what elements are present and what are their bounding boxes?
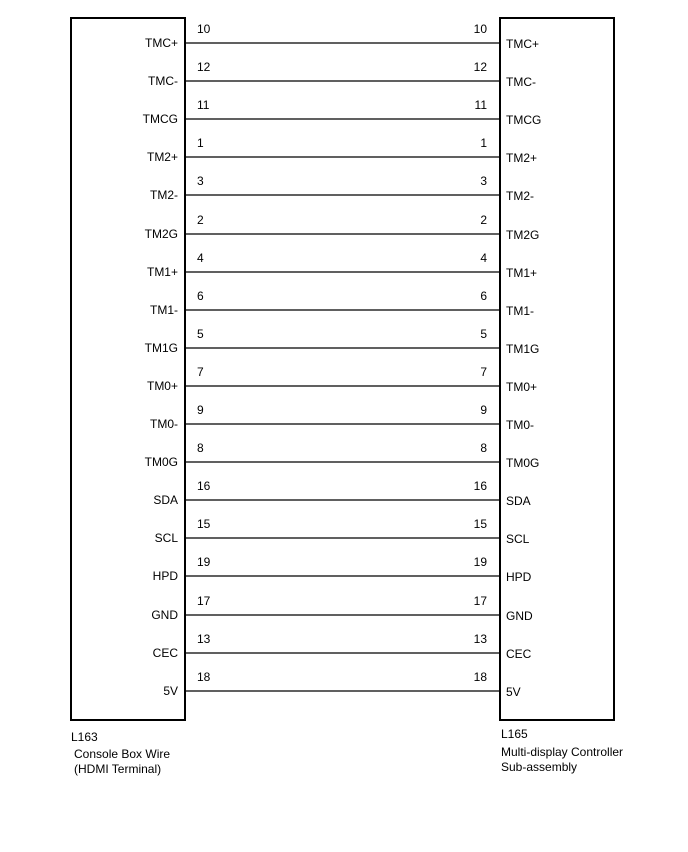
left-pin-number: 8 <box>197 441 204 455</box>
right-signal-label: CEC <box>506 647 532 661</box>
right-signal-label: TM0G <box>506 456 540 470</box>
left-pin-number: 15 <box>197 517 211 531</box>
right-signal-label: 5V <box>506 685 521 699</box>
left-pin-number: 4 <box>197 251 204 265</box>
right-connector-name-line-2: Sub-assembly <box>501 760 578 774</box>
left-pin-number: 11 <box>197 98 210 112</box>
right-signal-label: TM2- <box>506 189 534 203</box>
left-pin-number: 12 <box>197 60 211 74</box>
right-signal-label: SDA <box>506 494 531 508</box>
right-pin-number: 17 <box>473 594 487 608</box>
right-signal-label: TM0- <box>506 418 534 432</box>
right-pin-number: 16 <box>473 479 487 493</box>
left-signal-label: TM2+ <box>146 150 178 164</box>
right-signal-label: TMC+ <box>506 37 539 51</box>
left-pin-number: 13 <box>197 632 211 646</box>
left-pin-number: 17 <box>197 594 211 608</box>
right-pin-number: 10 <box>473 22 487 36</box>
left-signal-label: 5V <box>163 684 178 698</box>
right-pin-number: 8 <box>480 441 487 455</box>
right-signal-label: TMCG <box>506 113 542 127</box>
right-pin-number: 11 <box>474 98 487 112</box>
left-connector-name-line-1: Console Box Wire <box>74 747 171 761</box>
left-signal-label: TM0G <box>144 455 178 469</box>
left-signal-label: CEC <box>152 646 178 660</box>
right-pin-number: 13 <box>473 632 487 646</box>
right-pin-number: 2 <box>480 213 487 227</box>
left-pin-number: 7 <box>197 365 204 379</box>
left-pin-number: 2 <box>197 213 204 227</box>
left-pin-number: 18 <box>197 670 211 684</box>
left-pin-number: 19 <box>197 555 211 569</box>
right-signal-label: TM1- <box>506 304 534 318</box>
right-pin-number: 5 <box>480 327 487 341</box>
right-signal-label: TMC- <box>506 75 536 89</box>
left-signal-label: SCL <box>154 531 178 545</box>
left-pin-number: 1 <box>197 136 204 150</box>
left-pin-number: 9 <box>197 403 204 417</box>
left-signal-label: TM0- <box>150 417 178 431</box>
left-signal-label: TMCG <box>142 112 178 126</box>
right-signal-label: GND <box>506 609 533 623</box>
right-signal-label: TM0+ <box>506 380 538 394</box>
left-signal-label: GND <box>151 608 178 622</box>
right-signal-label: TM2+ <box>506 151 538 165</box>
right-pin-number: 6 <box>480 289 487 303</box>
left-pin-number: 5 <box>197 327 204 341</box>
left-signal-label: TM2- <box>150 188 178 202</box>
left-signal-label: TM1G <box>144 341 178 355</box>
right-signal-label: TM1G <box>506 342 540 356</box>
left-signal-label: TM1+ <box>146 265 178 279</box>
left-signal-label: TM2G <box>144 227 178 241</box>
left-pin-number: 3 <box>197 174 204 188</box>
left-pin-number: 6 <box>197 289 204 303</box>
left-pin-number: 16 <box>197 479 211 493</box>
right-pin-number: 18 <box>473 670 487 684</box>
labels-layer <box>143 22 542 699</box>
right-signal-label: TM2G <box>506 228 540 242</box>
left-connector-name-line-2: (HDMI Terminal) <box>74 762 162 776</box>
left-signal-label: TM1- <box>150 303 178 317</box>
left-signal-label: TMC+ <box>145 36 178 50</box>
right-pin-number: 3 <box>480 174 487 188</box>
right-pin-number: 7 <box>480 365 487 379</box>
right-connector-name-line-1: Multi-display Controller <box>501 745 624 759</box>
right-pin-number: 4 <box>480 251 487 265</box>
right-connector-code: L165 <box>501 727 528 741</box>
wires-layer <box>185 43 500 691</box>
right-pin-number: 15 <box>473 517 487 531</box>
left-signal-label: TM0+ <box>146 379 178 393</box>
left-connector-code: L163 <box>71 730 98 744</box>
left-signal-label: TMC- <box>148 74 178 88</box>
left-signal-label: HPD <box>152 569 178 583</box>
right-signal-label: SCL <box>506 532 530 546</box>
left-signal-label: SDA <box>153 493 178 507</box>
right-pin-number: 19 <box>473 555 487 569</box>
right-signal-label: HPD <box>506 570 532 584</box>
right-pin-number: 9 <box>480 403 487 417</box>
right-pin-number: 12 <box>473 60 487 74</box>
right-pin-number: 1 <box>480 136 487 150</box>
right-signal-label: TM1+ <box>506 266 538 280</box>
left-pin-number: 10 <box>197 22 211 36</box>
